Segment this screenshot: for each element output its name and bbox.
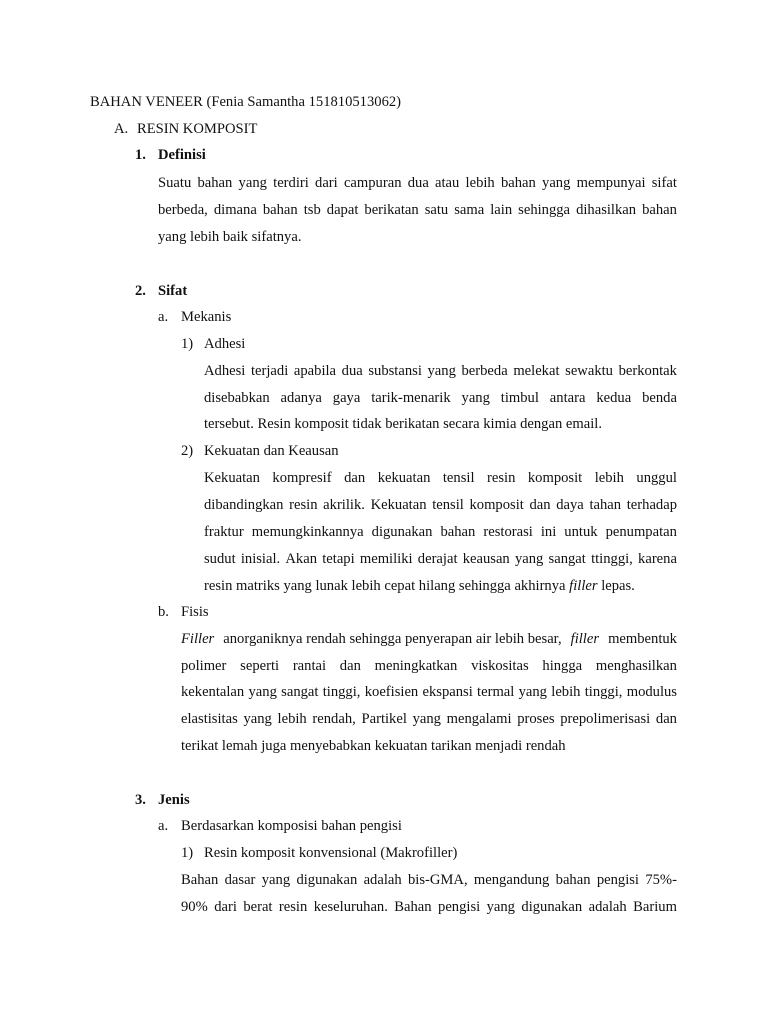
- word: Bahan: [394, 899, 432, 915]
- word: bahan: [197, 175, 233, 191]
- paragraph-line: yang lebih baik sifatnya.: [158, 229, 302, 245]
- paragraph-line: [204, 523, 677, 541]
- word: tensil: [432, 497, 464, 513]
- word: yang: [461, 390, 490, 406]
- section-a-marker: A.: [114, 121, 129, 137]
- word: mengandung: [473, 872, 550, 888]
- word: elastisitas: [181, 711, 238, 727]
- filler-term: filler: [569, 578, 598, 594]
- word: 75%-: [645, 872, 677, 888]
- word: lebih: [594, 470, 624, 486]
- paragraph-line: [181, 871, 677, 889]
- word: ttinggi,: [591, 551, 633, 567]
- word: terdiri: [273, 175, 309, 191]
- word: ini: [540, 524, 557, 540]
- heading-jenis: Jenis: [158, 792, 190, 808]
- word: pengisi: [438, 899, 481, 915]
- word: Partikel: [361, 711, 407, 727]
- word: tensil: [442, 470, 475, 486]
- word: yang: [243, 711, 272, 727]
- item-mekanis-label: Mekanis: [181, 309, 232, 325]
- word: resin: [487, 470, 516, 486]
- word: Kekuatan: [370, 497, 427, 513]
- item-b-marker: b.: [158, 604, 169, 620]
- word: rendah,: [312, 711, 356, 727]
- word: dihasilkan: [576, 202, 637, 218]
- word: kekentalan: [181, 684, 245, 700]
- line-text: lepas.: [597, 578, 635, 594]
- word: adalah: [363, 872, 402, 888]
- word: dan: [529, 497, 551, 513]
- paragraph-line: [158, 201, 677, 219]
- word: rantai: [292, 658, 327, 674]
- word: keseluruhan.: [313, 899, 388, 915]
- word: sifat: [651, 175, 677, 191]
- word: digunakan: [521, 899, 583, 915]
- word: tsb: [303, 202, 321, 218]
- word: lain: [490, 202, 513, 218]
- word: yang: [427, 363, 456, 379]
- word: bahan: [642, 202, 677, 218]
- word: akrilik.: [323, 497, 365, 513]
- word: pengisi: [596, 872, 639, 888]
- word: adanya: [280, 390, 322, 406]
- word: fraktur: [204, 524, 244, 540]
- heading-3-number: 3.: [135, 792, 146, 808]
- word: berat: [243, 899, 273, 915]
- word: tinggi,: [584, 684, 623, 700]
- word: dua: [341, 363, 363, 379]
- word: yang: [486, 899, 515, 915]
- paragraph-line: [181, 683, 677, 701]
- word: terjadi: [250, 363, 289, 379]
- word: untuk: [564, 524, 598, 540]
- word: digunakan: [371, 524, 433, 540]
- word: yang: [248, 684, 277, 700]
- word: bahan: [500, 175, 536, 191]
- word: meningkatkan: [374, 658, 458, 674]
- line-text: membentuk: [608, 631, 677, 647]
- item-komposisi-label: Berdasarkan komposisi bahan pengisi: [181, 818, 402, 834]
- item-fisis-label: Fisis: [181, 604, 209, 620]
- word: Suatu: [158, 175, 192, 191]
- word: tinggi,: [322, 684, 361, 700]
- heading-definisi: Definisi: [158, 147, 206, 163]
- word: komposit: [527, 470, 583, 486]
- word: yang: [542, 175, 571, 191]
- word: Barium: [633, 899, 677, 915]
- line-text: resin matriks yang lunak lebih cepat hilang sehingga akhirnya: [204, 578, 570, 594]
- word: berbeda,: [158, 202, 208, 218]
- word: berbeda: [461, 363, 508, 379]
- word: terhadap: [626, 497, 677, 513]
- word: substansi: [368, 363, 422, 379]
- word: adalah: [588, 899, 627, 915]
- word: tahan: [589, 497, 622, 513]
- item-adhesi-label: Adhesi: [204, 336, 246, 352]
- section-a-heading: RESIN KOMPOSIT: [137, 121, 258, 137]
- word: Akan: [285, 551, 318, 567]
- word: campuran: [343, 175, 402, 191]
- paragraph-line: [204, 577, 635, 595]
- word: restorasi: [483, 524, 533, 540]
- word: sama: [454, 202, 485, 218]
- word: penumpatan: [605, 524, 677, 540]
- paragraph-line: [204, 550, 677, 568]
- word: keausan: [462, 551, 510, 567]
- word: yang: [412, 711, 441, 727]
- item-1-marker: 1): [181, 845, 194, 861]
- word: menghasilkan: [595, 658, 677, 674]
- word: modulus: [626, 684, 677, 700]
- word: 90%: [181, 899, 208, 915]
- word: gaya: [332, 390, 361, 406]
- word: atau: [435, 175, 460, 191]
- word: sudut: [204, 551, 236, 567]
- word: dan: [655, 711, 677, 727]
- word: sangat: [548, 551, 586, 567]
- word: sehingga: [518, 202, 571, 218]
- paragraph-line: [181, 898, 677, 916]
- word: derajat: [417, 551, 458, 567]
- word: memiliki: [359, 551, 413, 567]
- filler-term: filler: [570, 631, 600, 647]
- word: resin: [278, 899, 308, 915]
- word: dibandingkan: [204, 497, 284, 513]
- word: timbul: [500, 390, 539, 406]
- word: polimer: [181, 658, 227, 674]
- word: kompresif: [272, 470, 332, 486]
- word: termal: [477, 684, 515, 700]
- document-title: BAHAN VENEER (Fenia Samantha 151810513062): [90, 94, 402, 110]
- word: dari: [214, 899, 237, 915]
- item-kekuatan-label: Kekuatan dan Keausan: [204, 443, 339, 459]
- heading-1-number: 1.: [135, 147, 146, 163]
- word: komposit: [469, 497, 524, 513]
- word: resin: [289, 497, 318, 513]
- item-1-marker: 1): [181, 336, 194, 352]
- word: mempunyai: [576, 175, 646, 191]
- word: lebih: [465, 175, 495, 191]
- word: karena: [638, 551, 677, 567]
- paragraph-line: [181, 657, 677, 675]
- word: Kekuatan: [204, 470, 260, 486]
- paragraph-line: [204, 469, 677, 487]
- word: kedua: [596, 390, 632, 406]
- word: inisial.: [240, 551, 281, 567]
- word: daya: [556, 497, 584, 513]
- word: dan: [339, 658, 361, 674]
- word: berikatan: [364, 202, 419, 218]
- word: berkontak: [618, 363, 677, 379]
- word: bis-GMA,: [408, 872, 468, 888]
- word: seperti: [240, 658, 280, 674]
- paragraph-line: [204, 389, 677, 407]
- heading-2-number: 2.: [135, 283, 146, 299]
- word: antara: [549, 390, 586, 406]
- word: lebih: [277, 711, 307, 727]
- filler-term: Filler: [181, 631, 215, 647]
- item-a-marker: a.: [158, 309, 169, 325]
- word: viskositas: [471, 658, 529, 674]
- item-konvensional-label: Resin komposit konvensional (Makrofiller): [204, 845, 458, 861]
- word: bahan: [440, 524, 476, 540]
- word: unggul: [636, 470, 677, 486]
- word: tarik-menarik: [371, 390, 451, 406]
- paragraph-line: [181, 630, 677, 648]
- word: bahan: [262, 202, 298, 218]
- item-a-marker: a.: [158, 818, 169, 834]
- word: dapat: [326, 202, 359, 218]
- word: yang: [261, 872, 291, 888]
- word: satu: [424, 202, 449, 218]
- word: dua: [407, 175, 429, 191]
- word: proses: [517, 711, 555, 727]
- word: dan: [344, 470, 366, 486]
- word: ekspansi: [422, 684, 473, 700]
- word: lebih: [551, 684, 581, 700]
- word: yang: [518, 684, 547, 700]
- word: mengalami: [446, 711, 512, 727]
- paragraph-line: terikat lemah juga menyebabkan kekuatan tarikan menjadi rendah: [181, 738, 566, 754]
- word: dari: [315, 175, 338, 191]
- word: yang: [238, 175, 267, 191]
- word: digunakan: [296, 872, 358, 888]
- word: disebabkan: [204, 390, 270, 406]
- word: sangat: [281, 684, 319, 700]
- word: memungkinkannya: [251, 524, 364, 540]
- paragraph-line: [181, 710, 677, 728]
- paragraph-line: [204, 362, 677, 380]
- word: hingga: [542, 658, 583, 674]
- paragraph-line: [158, 174, 677, 192]
- word: Bahan: [181, 872, 219, 888]
- word: koefisien: [364, 684, 419, 700]
- word: prepolimerisasi: [560, 711, 651, 727]
- word: melekat: [513, 363, 560, 379]
- word: Adhesi: [204, 363, 246, 379]
- word: benda: [642, 390, 677, 406]
- paragraph-line: tersebut. Resin komposit tidak berikatan secara kimia dengan email.: [204, 416, 602, 432]
- paragraph-line: [204, 496, 677, 514]
- line-text: anorganiknya rendah sehingga penyerapan air lebih besar,: [223, 631, 562, 647]
- word: kekuatan: [377, 470, 431, 486]
- word: dimana: [213, 202, 257, 218]
- word: apabila: [293, 363, 337, 379]
- word: dasar: [224, 872, 256, 888]
- word: bahan: [555, 872, 591, 888]
- heading-sifat: Sifat: [158, 283, 188, 299]
- word: tetapi: [322, 551, 355, 567]
- word: yang: [514, 551, 544, 567]
- word: sewaktu: [565, 363, 613, 379]
- item-2-marker: 2): [181, 443, 194, 459]
